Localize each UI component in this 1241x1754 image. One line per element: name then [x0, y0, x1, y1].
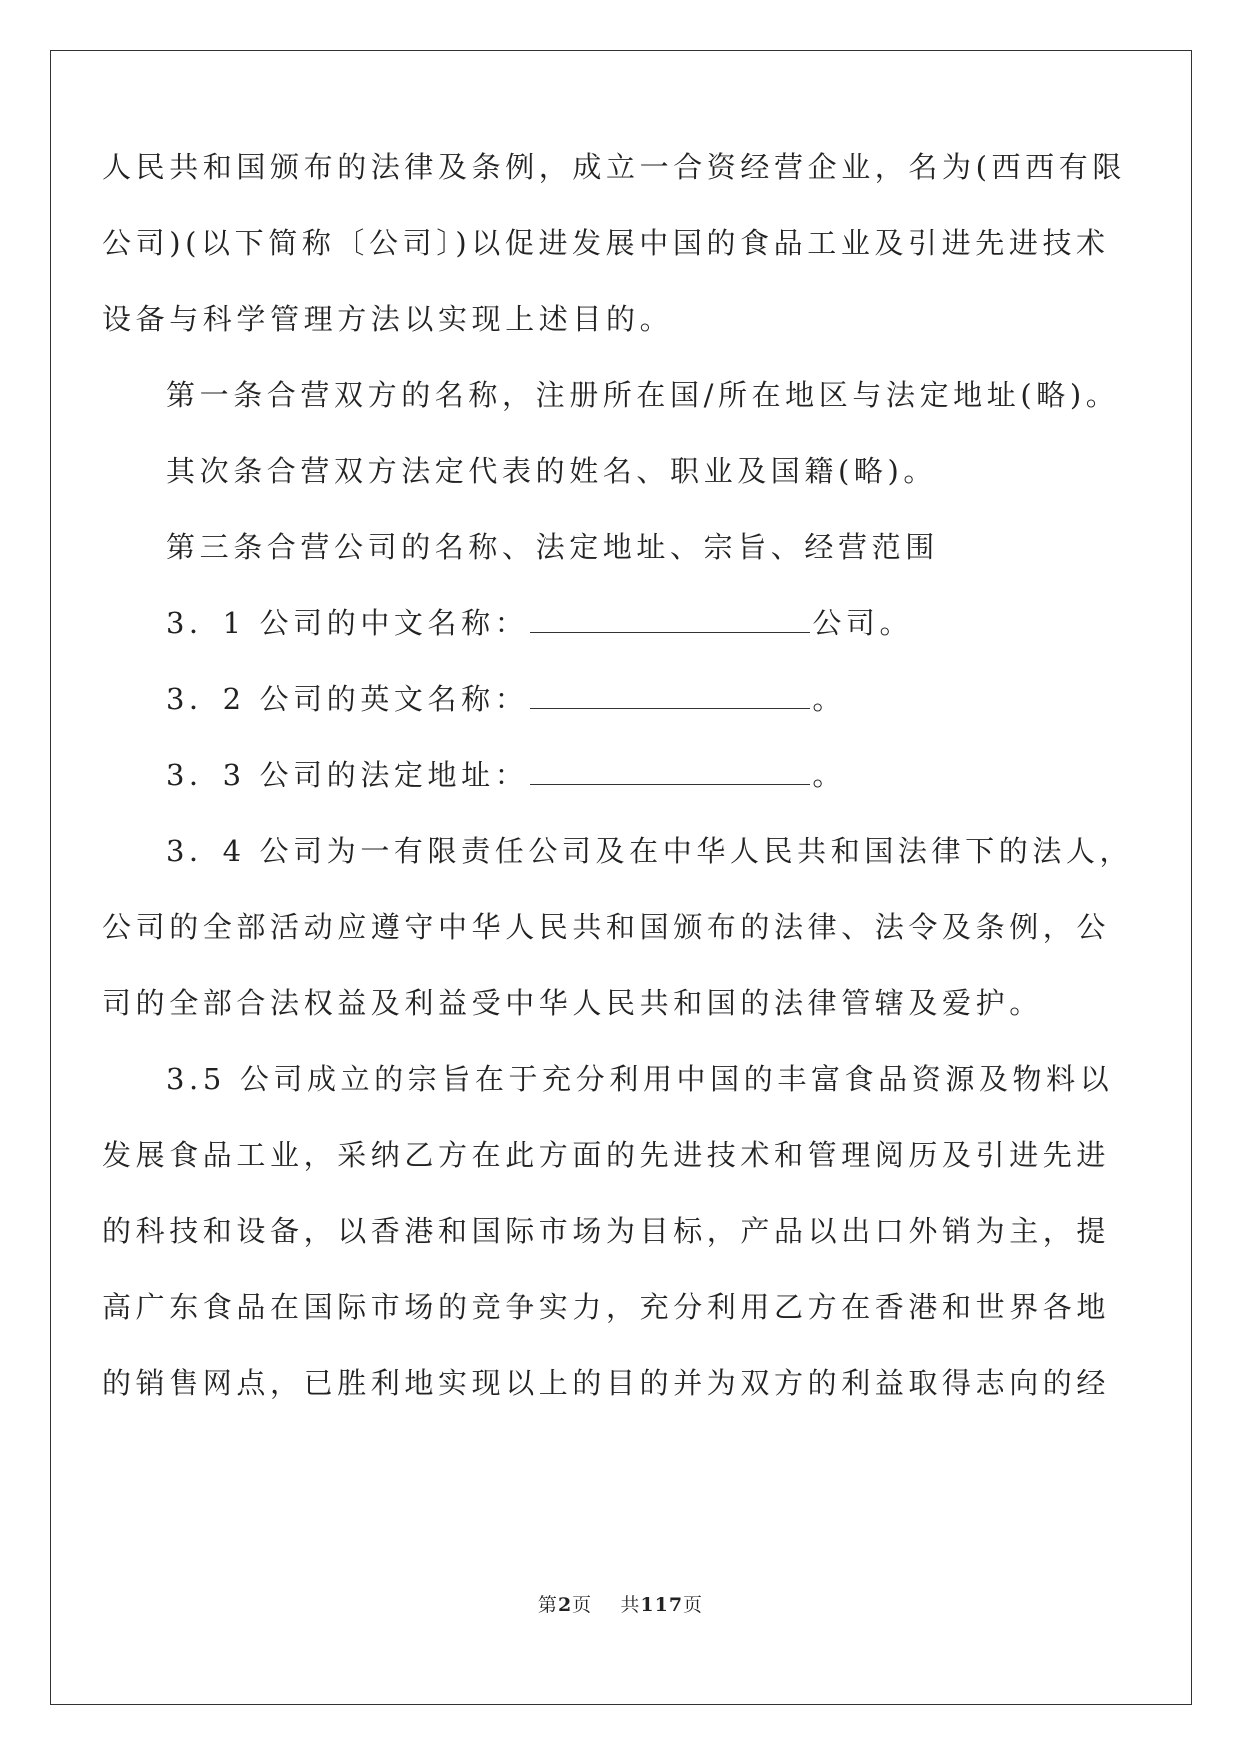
article-3-5-line: 3.5 公司成立的宗旨在于充分利用中国的丰富食品资源及物料以 — [166, 1062, 1114, 1096]
footer-page-unit: 页 — [572, 1594, 593, 1616]
paragraph-line: 设备与科学管理方法以实现上述目的。 — [102, 302, 674, 336]
article-1: 第一条合营双方的名称，注册所在国/所在地区与法定地址(略)。 — [166, 378, 1120, 412]
field-legal-address — [166, 755, 846, 795]
article-3-5-line: 的科技和设备，以香港和国际市场为目标，产品以出口外销为主，提 — [102, 1214, 1111, 1248]
article-3-5-line: 高广东食品在国际市场的竞争实力，充分利用乙方在香港和世界各地 — [102, 1290, 1111, 1324]
paragraph-line: 公司)(以下简称〔公司〕)以促进发展中国的食品工业及引进先进技术 — [102, 226, 1110, 260]
total-page-count: 117 — [640, 1594, 684, 1616]
footer-total-prefix: 共 — [620, 1594, 641, 1616]
field-label: 3．1 公司的中文名称： — [166, 606, 529, 640]
field-english-name — [166, 679, 846, 719]
article-3-4-line: 公司的全部活动应遵守中华人民共和国颁布的法律、法令及条例，公 — [102, 910, 1111, 944]
footer-total-unit: 页 — [683, 1594, 704, 1616]
fill-in-blank[interactable] — [530, 606, 810, 633]
fill-in-blank[interactable] — [530, 758, 810, 785]
field-chinese-name — [166, 603, 913, 643]
article-3-5-line: 发展食品工业，采纳乙方在此方面的先进技术和管理阅历及引进先进 — [102, 1138, 1111, 1172]
field-label: 3．3 公司的法定地址： — [166, 758, 529, 792]
paragraph-line: 人民共和国颁布的法律及条例，成立一合资经营企业，名为(西西有限 — [102, 150, 1126, 184]
page-footer — [0, 1590, 1241, 1617]
fill-in-blank[interactable] — [530, 682, 810, 709]
field-suffix: 。 — [812, 758, 846, 792]
field-suffix: 公司。 — [812, 606, 914, 640]
field-suffix: 。 — [812, 682, 846, 716]
article-2: 其次条合营双方法定代表的姓名、职业及国籍(略)。 — [166, 454, 938, 488]
article-3-heading: 第三条合营公司的名称、法定地址、宗旨、经营范围 — [166, 530, 939, 564]
current-page-number: 2 — [557, 1594, 573, 1616]
article-3-4-line: 司的全部合法权益及利益受中华人民共和国的法律管辖及爱护。 — [102, 986, 1043, 1020]
field-label: 3．2 公司的英文名称： — [166, 682, 529, 716]
article-3-4-line: 3．4 公司为一有限责任公司及在中华人民共和国法律下的法人， — [166, 834, 1134, 868]
footer-prefix: 第 — [537, 1594, 558, 1616]
article-3-5-line: 的销售网点，已胜利地实现以上的目的并为双方的利益取得志向的经 — [102, 1366, 1111, 1400]
